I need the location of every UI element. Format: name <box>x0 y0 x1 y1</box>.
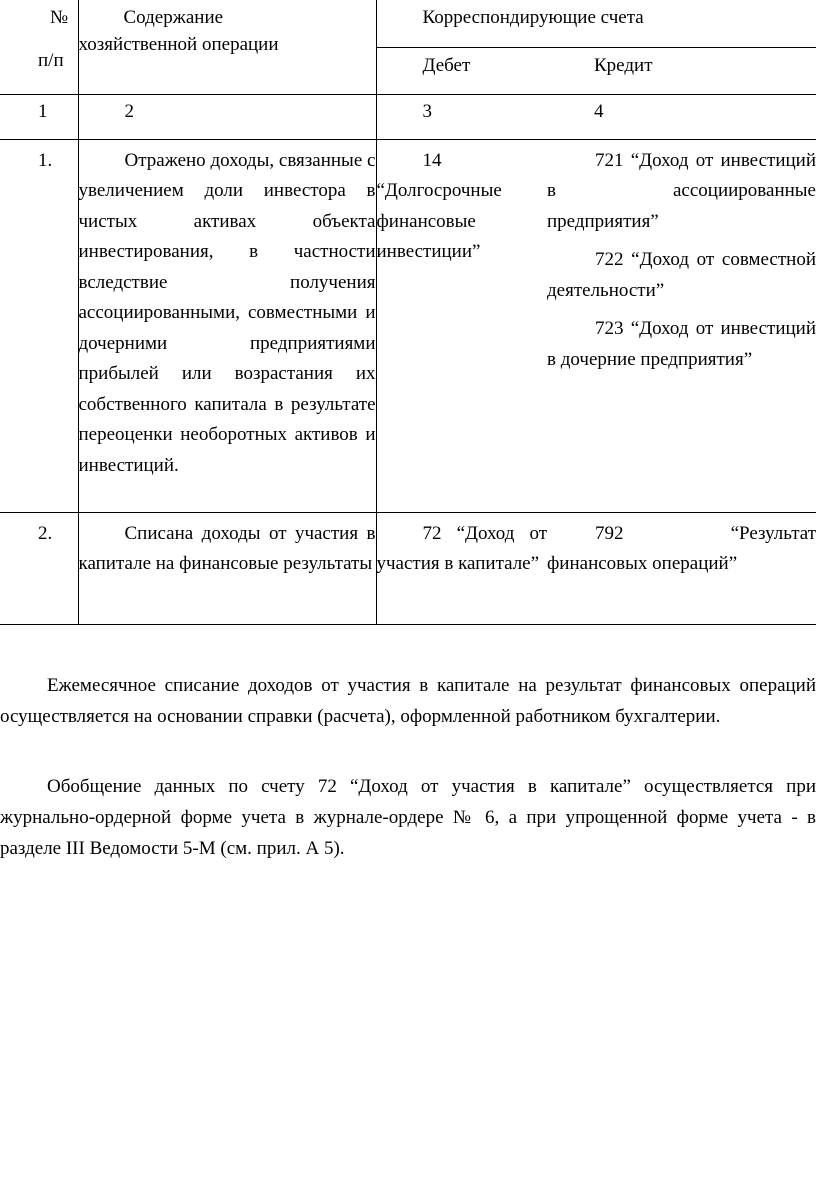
row-credit-cell <box>547 512 816 624</box>
row-credit-item: 722 “Доход от совместной деятельности” <box>547 249 816 301</box>
header-num-cell <box>0 0 78 94</box>
body-paragraph: Ежемесячное списание доходов от участия в капитале на результат финансовых операций осуществляется на основании справки (расчета), оформленной работником бухгалтерии. <box>0 675 816 727</box>
row-debit: 14 “Долгосрочные финансовые инвестиции” <box>376 149 502 262</box>
header-credit: Кредит <box>547 47 816 94</box>
col-number-4: 4 <box>547 94 816 139</box>
row-credit-item: 723 “Доход от инвестиций в дочерние предприятия” <box>547 318 816 370</box>
row-content-cell <box>78 139 376 512</box>
row-credit-cell <box>547 139 816 512</box>
col-number-1: 1 <box>0 94 78 139</box>
row-debit-cell <box>376 512 547 624</box>
header-corr-accounts: Корреспондирующие счета <box>422 7 644 28</box>
header-debit: Дебет <box>376 47 547 94</box>
row-content: Отражено доходы, связанные с увеличением доли инвестора в чистых активах объекта инвестирования, в частности вследствие получения ассоциированными, совместными и дочерними предприятиями прибылей или возрастания их собственного капитала в результате переоценки необоротных активов и инвестиций. <box>78 149 376 476</box>
header-num-sub: п/п <box>38 50 64 71</box>
row-num: 1. <box>0 139 78 512</box>
row-debit: 72 “Доход от участия в капитале” <box>376 522 547 574</box>
col-number-2: 2 <box>78 94 376 139</box>
row-credit-item: 721 “Доход от инвестиций в ассоциированные предприятия” <box>547 149 816 232</box>
table-row <box>0 512 816 624</box>
body-paragraph: Обобщение данных по счету 72 “Доход от участия в капитале” осуществляется при журнально-ордерной форме учета в журнале-ордере № 6, а при упрощенной форме учета - в разделе III Ведомости 5-М (см. прил. А 5). <box>0 776 816 859</box>
table-row <box>0 139 816 512</box>
header-corr-cell <box>376 0 816 47</box>
header-num-symbol: № <box>50 7 69 28</box>
header-content-line1: Содержание <box>123 7 224 28</box>
row-content: Списана доходы от участия в капитале на финансовые результаты <box>78 522 376 574</box>
header-content-cell <box>78 0 376 94</box>
header-content-line2: хозяйственной операции <box>78 34 279 55</box>
col-number-3: 3 <box>376 94 547 139</box>
row-num: 2. <box>0 512 78 624</box>
row-debit-cell <box>376 139 547 512</box>
row-credit-item: 792 “Результат финансовых операций” <box>547 522 816 574</box>
row-content-cell <box>78 512 376 624</box>
